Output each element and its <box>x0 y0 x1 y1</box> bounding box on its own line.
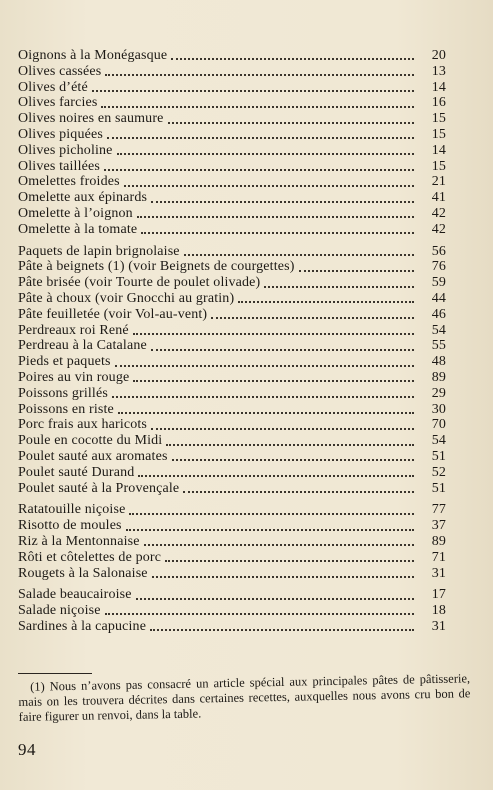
index-entry <box>18 619 446 635</box>
entry-label: Oignons à la Monégasque <box>18 48 168 63</box>
entry-page-number: 51 <box>431 480 446 496</box>
dot-leader <box>107 136 414 139</box>
entry-page-number: 54 <box>431 322 446 338</box>
dot-leader <box>137 215 414 218</box>
entry-page-number: 16 <box>431 95 446 111</box>
entry-page-number: 21 <box>431 174 446 190</box>
dot-leader <box>299 269 414 272</box>
entry-label: Pâte à beignets (1) (voir Beignets de courgettes) <box>18 259 295 275</box>
index-entry <box>18 481 446 497</box>
entry-label: Poulet sauté à la Provençale <box>18 480 180 496</box>
entry-page-number: 77 <box>431 502 446 518</box>
dot-leader <box>184 253 414 256</box>
entry-label: Olives piquées <box>18 126 103 142</box>
recipe-index <box>18 48 446 635</box>
dot-leader <box>151 200 414 203</box>
entry-page-number: 14 <box>431 142 446 158</box>
index-entry <box>18 275 446 291</box>
entry-page-number: 17 <box>431 587 446 603</box>
index-entry <box>18 433 446 449</box>
index-entry <box>18 190 446 206</box>
entry-label: Sardines à la capucine <box>18 618 147 634</box>
index-entry <box>18 550 446 566</box>
entry-page-number: 70 <box>431 417 446 433</box>
dot-leader <box>183 490 414 493</box>
dot-leader <box>117 152 414 155</box>
entry-label: Pieds et paquets <box>18 354 111 370</box>
entry-page-number: 18 <box>431 603 446 619</box>
dot-leader <box>105 73 414 76</box>
entry-label: Omelette aux épinards <box>18 190 148 206</box>
dot-leader <box>138 474 414 477</box>
entry-label: Rougets à la Salonaise <box>18 565 148 581</box>
index-entry <box>18 603 446 619</box>
index-entry <box>18 244 446 260</box>
entry-label: Poulet sauté aux aromates <box>18 448 168 464</box>
entry-page-number: 71 <box>431 549 446 565</box>
index-entry <box>18 323 446 339</box>
dot-leader <box>118 411 414 414</box>
entry-label: Poule en cocotte du Midi <box>18 433 163 449</box>
index-entry <box>18 159 446 175</box>
entry-label: Olives d’été <box>18 79 88 95</box>
dot-leader <box>133 332 414 335</box>
entry-page-number: 55 <box>431 338 446 354</box>
page-number: 94 <box>18 740 36 759</box>
index-entry <box>18 48 446 64</box>
dot-leader <box>104 168 414 171</box>
entry-label: Omelette à la tomate <box>18 221 138 237</box>
entry-page-number: 46 <box>431 306 446 322</box>
index-entry <box>18 386 446 402</box>
entry-label: Olives picholine <box>18 142 113 158</box>
entry-page-number: 76 <box>431 259 446 275</box>
index-entry <box>18 307 446 323</box>
entry-page-number: 89 <box>431 369 446 385</box>
footnote: (1) Nous n’avons pas consacré un article spécial aux principales pâtes de pâtisserie, mais on les trouvera décrites dans certaines recettes, auxquelles nous avons cru bon de faire figurer un renvoi, dans la table. <box>18 671 471 724</box>
dot-leader <box>133 379 414 382</box>
entry-page-number: 51 <box>431 448 446 464</box>
entry-page-number: 41 <box>431 190 446 206</box>
dot-leader <box>165 559 414 562</box>
entry-label: Riz à la Mentonnaise <box>18 533 140 549</box>
index-entry <box>18 518 446 534</box>
entry-label: Salade beaucairoise <box>18 587 132 603</box>
index-entry <box>18 587 446 603</box>
entry-label: Olives cassées <box>18 63 102 79</box>
entry-page-number: 31 <box>431 618 446 634</box>
entry-page-number: 42 <box>431 221 446 237</box>
index-entry <box>18 534 446 550</box>
entry-page-number: 15 <box>431 126 446 142</box>
dot-leader <box>115 364 414 367</box>
entry-label: Salade niçoise <box>18 603 101 619</box>
index-entry <box>18 449 446 465</box>
index-entry <box>18 174 446 190</box>
dot-leader <box>166 443 414 446</box>
entry-label: Poires au vin rouge <box>18 369 130 385</box>
entry-page-number: 52 <box>431 464 446 480</box>
entry-label: Risotto de moules <box>18 518 122 534</box>
dot-leader <box>168 121 414 124</box>
entry-label: Poissons grillés <box>18 385 108 401</box>
entry-label: Ratatouille niçoise <box>18 502 126 518</box>
dot-leader <box>151 348 414 351</box>
entry-label: Poulet sauté Durand <box>18 464 135 480</box>
index-entry <box>18 222 446 238</box>
index-entry <box>18 417 446 433</box>
dot-leader <box>211 316 414 319</box>
dot-leader <box>151 427 414 430</box>
index-entry <box>18 206 446 222</box>
dot-leader <box>144 543 414 546</box>
index-entry <box>18 370 446 386</box>
index-entry <box>18 502 446 518</box>
entry-page-number: 44 <box>431 290 446 306</box>
entry-label: Perdreau à la Catalane <box>18 338 147 354</box>
entry-page-number: 20 <box>431 48 446 63</box>
entry-page-number: 31 <box>431 565 446 581</box>
entry-page-number: 48 <box>431 354 446 370</box>
dot-leader <box>129 512 414 515</box>
entry-label: Rôti et côtelettes de porc <box>18 549 162 565</box>
index-entry <box>18 259 446 275</box>
index-entry <box>18 465 446 481</box>
index-entry <box>18 95 446 111</box>
index-entry <box>18 111 446 127</box>
entry-page-number: 13 <box>431 63 446 79</box>
dot-leader <box>124 184 414 187</box>
dot-leader <box>105 612 414 615</box>
dot-leader <box>141 231 414 234</box>
entry-label: Pâte feuilletée (voir Vol-au-vent) <box>18 306 208 322</box>
entry-label: Paquets de lapin brignolaise <box>18 243 180 259</box>
index-entry <box>18 127 446 143</box>
index-entry <box>18 338 446 354</box>
entry-page-number: 37 <box>431 518 446 534</box>
entry-page-number: 14 <box>431 79 446 95</box>
entry-page-number: 29 <box>431 385 446 401</box>
entry-page-number: 15 <box>431 158 446 174</box>
index-entry <box>18 354 446 370</box>
dot-leader <box>112 395 414 398</box>
entry-label: Poissons en riste <box>18 401 114 417</box>
entry-label: Olives noires en saumure <box>18 111 164 127</box>
entry-label: Porc frais aux haricots <box>18 417 148 433</box>
dot-leader <box>172 458 414 461</box>
index-entry <box>18 80 446 96</box>
dot-leader <box>136 597 414 600</box>
dot-leader <box>150 628 414 631</box>
entry-label: Pâte à choux (voir Gnocchi au gratin) <box>18 290 235 306</box>
entry-label: Olives taillées <box>18 158 100 174</box>
entry-label: Olives farcies <box>18 95 98 111</box>
entry-label: Omelettes froides <box>18 174 120 190</box>
dot-leader <box>126 528 414 531</box>
dot-leader <box>171 57 414 60</box>
footnote-rule <box>18 673 92 674</box>
index-entry <box>18 64 446 80</box>
entry-label: Perdreaux roi René <box>18 322 129 338</box>
index-entry <box>18 143 446 159</box>
dot-leader <box>101 105 414 108</box>
dot-leader <box>238 300 414 303</box>
dot-leader <box>264 285 414 288</box>
dot-leader <box>152 575 414 578</box>
entry-page-number: 89 <box>431 533 446 549</box>
index-entry <box>18 566 446 582</box>
index-entry <box>18 291 446 307</box>
entry-page-number: 42 <box>431 205 446 221</box>
entry-label: Pâte brisée (voir Tourte de poulet olivade) <box>18 275 261 291</box>
entry-label: Omelette à l’oignon <box>18 205 133 221</box>
entry-page-number: 15 <box>431 111 446 127</box>
entry-page-number: 30 <box>431 401 446 417</box>
entry-page-number: 56 <box>431 243 446 259</box>
index-entry <box>18 402 446 418</box>
entry-page-number: 59 <box>431 275 446 291</box>
dot-leader <box>92 89 414 92</box>
entry-page-number: 54 <box>431 433 446 449</box>
